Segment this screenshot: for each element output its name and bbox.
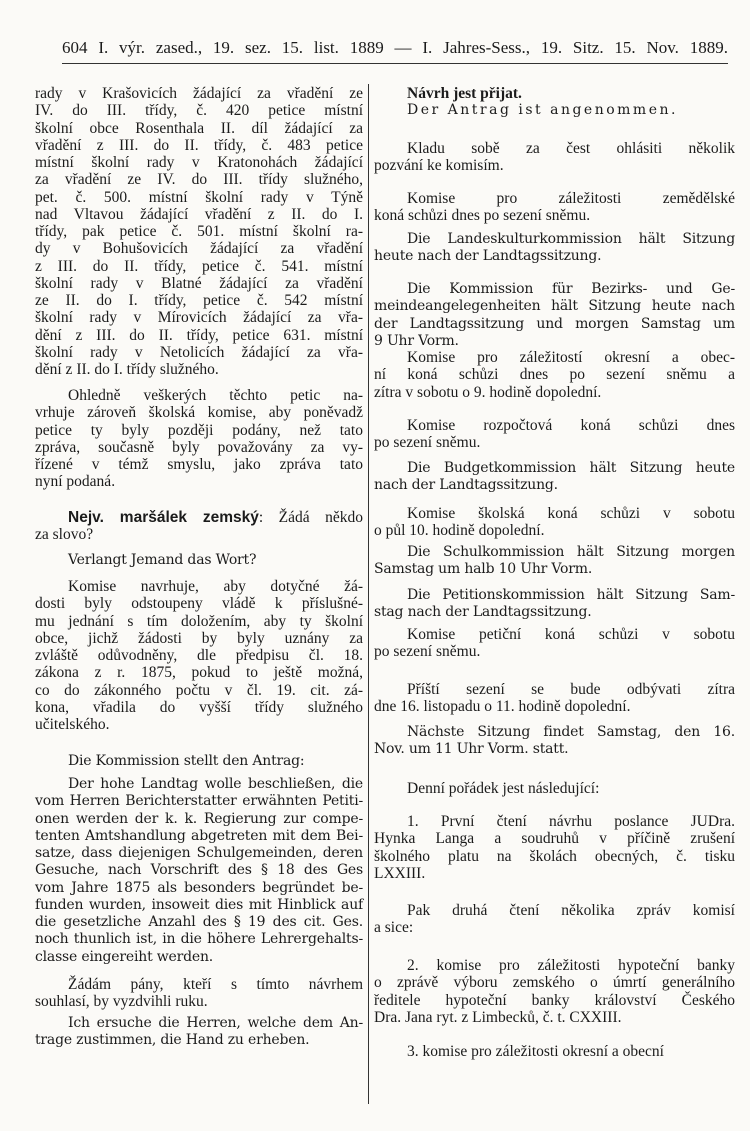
text-line: meindeangelegenheiten hält Sitzung heute nach [374,298,735,315]
right-paragraph [374,780,735,797]
text-line: Der hohe Landtag wolle beschließen, die [68,776,363,792]
text-line: souhlasí, by vyzdvihli ruku. [35,993,208,1011]
text-line: Kladu sobě za čest ohlásiti několik [407,140,735,157]
text-line: vom Herren Berichterstatter erwähnten Petiti- [35,793,363,810]
text-line: o zprávě výboru zemského o úmrtí generálního [374,974,735,992]
text-line: školní rady v Blatné žádající za vřadění [35,274,363,292]
text-line: 1. První čtení návrhu poslance JUDra. [407,813,735,830]
left-paragraph [35,976,363,1011]
text-line: 3. komise pro záležitosti okresní a obecní [407,1043,664,1060]
text-line: školného platu na školách obecných, č. tisku [374,847,735,865]
text-line: dění z II. do I. třídy služného. [35,361,219,378]
text-line: pet. č. 500. místní školní rady v Týně [35,188,363,206]
right-paragraph [374,417,735,452]
running-header: 604 I. výr. zased., 19. sez. 15. list. 1889 — I. Jahres-Sess., 19. Sitz. 15. Nov. 1889. [62,38,728,57]
text-line: zákona z r. 1875, pokud to ještě možná, [35,664,363,682]
text-line: o půl 10. hodině dopolední. [374,522,545,540]
right-paragraph [374,544,735,579]
text-line [35,509,363,526]
right-paragraph [374,190,735,225]
text-line: classe eingereiht werden. [35,948,214,965]
text-line: Dra. Jana ryt. z Limbecků, č. t. CXXIII. [374,1008,622,1026]
text-line: co do zákonného počtu v čl. 19. cit. zá- [35,681,363,699]
text-line: mu jednání s tím doložením, aby ty školní [35,612,363,630]
text-line: třídy, pak petice č. 501. místní školní ra- [35,223,363,240]
text-line: Komise pro záležitostí okresní a obec- [407,349,735,366]
text-line: Komise navrhuje, aby dotyčné žá- [68,578,363,595]
text-line: noch thunlich ist, in die höhere Lehrergehalts- [35,931,363,948]
right-paragraph [374,813,735,882]
text-line: školní rady v Netolicích žádající za vřa- [35,343,363,361]
text-line: IV. do III. třídy, č. 420 petice místní [35,102,363,120]
text-line: učitelského. [35,716,110,733]
text-line: koná schůzi dnes po sezení sněmu. [374,207,591,225]
text-line: ní koná schůzi dnes po sezení sněmu a [374,366,735,384]
text-line: dne 16. listopadu o 11. hodině dopolední. [374,698,631,716]
text-line: Komise petiční koná schůzi v sobotu [407,626,735,643]
text-line: LXXIII. [374,864,426,882]
text-line: zpráva, současně byly považovány za vy- [35,438,363,456]
text-line: školní obce Rosenthala II. díl žádající za [35,119,363,137]
text-line: onen werden der k. k. Regierung zur compe- [35,810,363,827]
text-line: po sezení sněmu. [374,643,481,661]
text-line: nach der Landtagssitzung. [374,477,558,494]
right-paragraph [374,681,735,716]
text-line: trage zustimmen, die Hand zu erheben. [35,1032,310,1049]
text-line: Nov. um 11 Uhr Vorm. statt. [374,741,569,758]
text-line: ředitele hypoteční banky království Českého [374,991,735,1009]
right-paragraph [374,587,735,622]
text-line: Příští sezení se bude odbývati zítra [407,681,735,698]
text-line: satze, dass diejenigen Schulgemeinden, deren [35,845,363,861]
text-line: zvláště odůvodněny, dle předpisu čl. 18. [35,647,363,664]
right-paragraph [374,957,735,1026]
left-paragraph [35,776,363,966]
text-line: Verlangt Jemand das Wort? [68,552,257,568]
text-line: Nächste Sitzung findet Samstag, den 16. [407,724,735,740]
text-line: Komise pro záležitosti zemědělské [407,190,735,207]
left-paragraph [35,552,363,569]
text-line: Die Schulkommission hält Sitzung morgen [407,544,735,560]
text-line: řízené v témž smyslu, jako zpráva tato [35,456,363,473]
text-line: dění z III. do II. třídy, petice 631. místní [35,326,363,344]
text-line: Komise rozpočtová koná schůzi dnes [407,417,735,434]
right-paragraph [374,349,735,401]
right-paragraph [374,460,735,495]
text-line: Ohledně veškerých těchto petic na- [68,387,363,404]
text-line: za vřadění ze IV. do III. třídy služného, [35,171,363,189]
text-line: Ich ersuche die Herren, welche dem An- [68,1015,363,1031]
text-line: Gesuche, nach Vorschrift des § 18 des Ges [35,862,363,879]
left-paragraph [35,85,363,378]
text-line: vřadění z III. do II. třídy, č. 483 petice [35,136,363,154]
text-line: Pak druhá čtení několika zpráv komisí [407,902,735,919]
column-divider [368,84,369,1104]
text-line: místní školní rady v Kratonohách žádající [35,154,363,171]
right-paragraph [374,724,735,759]
text-line: obce, jichž žádosti by byly uznány za [35,629,363,647]
right-paragraph [374,85,735,102]
text-line: pozvání ke komisím. [374,157,504,175]
text-line: Die Petitionskommission hält Sitzung Sam- [407,587,735,603]
text-line: Denní pořádek jest následující: [407,780,600,797]
text-line: Die Kommission stellt den Antrag: [68,753,305,769]
text-line: vom Jahre 1875 als besonders begründet be- [35,879,363,896]
text-line: heute nach der Landtagssitzung. [374,248,602,265]
left-paragraph [35,387,363,491]
text-line: zítra v sobotu o 9. hodině dopolední. [374,383,602,401]
text-line: petice ty byly později podány, než tato [35,421,363,439]
text-line: Komise školská koná schůzi v sobotu [407,505,735,522]
text-line: die gesetzliche Anzahl des § 19 des cit. Ges. [35,914,363,930]
text-line: Die Landeskulturkommission hält Sitzung [407,231,735,247]
left-paragraph [35,753,363,770]
right-paragraph [374,626,735,661]
text-line: Die Kommission für Bezirks- und Ge- [407,281,735,297]
text-line: Samstag um halb 10 Uhr Vorm. [374,561,593,578]
text-line: po sezení sněmu. [374,434,481,452]
right-paragraph [374,102,735,119]
text-line: 2. komise pro záležitosti hypoteční banky [407,957,735,974]
text-line: Die Budgetkommission hält Sitzung heute [407,460,735,476]
text-line: dy v Bohušovicích žádající za vřadění [35,240,363,258]
text-line: Žádám pány, kteří s tímto návrhem [68,976,363,993]
text-line: Hynka Langa a soudruhů v příčině zrušení [374,830,735,848]
text-line: nyní podaná. [35,473,116,491]
header-rule [62,63,728,64]
left-paragraph [35,1015,363,1050]
right-paragraph [374,231,735,266]
left-paragraph [35,578,363,733]
text-line: školní rady v Mírovicích žádající za vřa- [35,309,363,327]
speech-text: : Žádá někdo [258,509,363,526]
speaker-name: Nejv. maršálek zemský [68,509,259,526]
text-line: a sice: [374,919,414,937]
text-line: 9 Uhr Vorm. [374,332,459,349]
text-line: za slovo? [35,526,94,544]
text-line: Der Antrag ist angenommen. [407,102,678,118]
text-line: dosti byly odstoupeny vládě k příslušné- [35,595,363,613]
right-paragraph [374,140,735,175]
text-line: der Landtagssitzung und morgen Samstag um [374,315,735,332]
text-line: stag nach der Landtagssitzung. [374,604,592,621]
text-line: Návrh jest přijat. [407,85,522,102]
text-line: ze II. do I. třídy, petice č. 542 místní [35,292,363,309]
text-line: vrhuje zároveň školská komise, aby poněvadž [35,404,363,422]
left-paragraph [35,509,363,544]
right-paragraph [374,505,735,540]
text-line: tenten Amtshandlung abgetreten mit dem Bei- [35,827,363,844]
right-paragraph [374,281,735,350]
text-line: kona, vřadila do vyšší třídy služného [35,698,363,716]
text-line: funden wurden, insoweit dies mit Hinblick auf [35,896,363,913]
right-paragraph [374,902,735,937]
text-line: z III. do II. třídy, petice č. 541. místní [35,257,363,275]
right-paragraph [374,1043,735,1060]
text-line: nad Vltavou žádající vřadění z II. do I. [35,205,363,223]
text-line: rady v Krašovicích žádající za vřadění ze [35,85,363,102]
